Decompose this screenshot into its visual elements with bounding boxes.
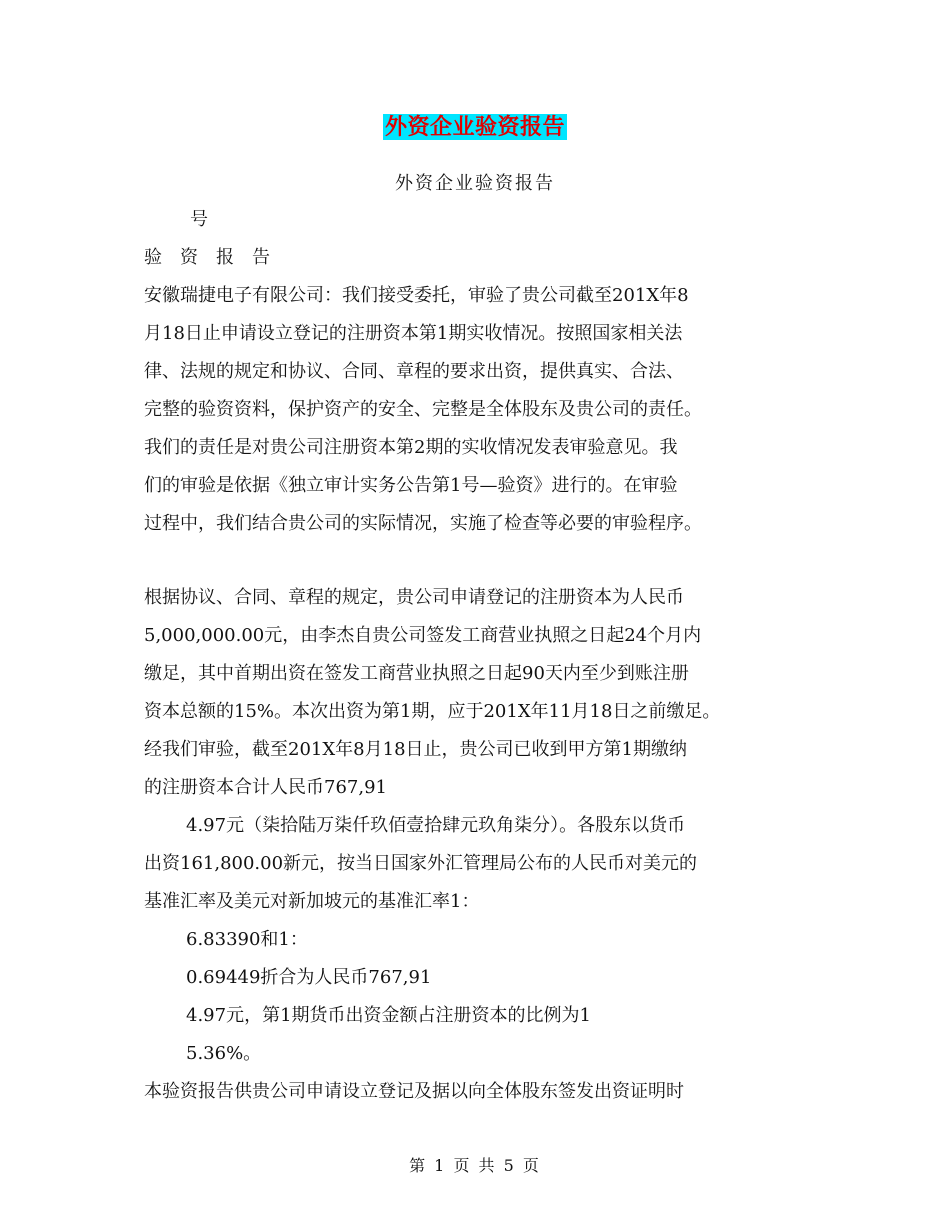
paragraph-line: 4.97元（柒拾陆万柒仟玖佰壹拾肆元玖角柒分）。各股东以货币 bbox=[186, 815, 686, 836]
paragraph-line: 6.83390和1： bbox=[186, 929, 308, 950]
paragraph-line: 经我们审验，截至201X年8月18日止，贵公司已收到甲方第1期缴纳 bbox=[144, 739, 687, 760]
report-heading: 验 资 报 告 bbox=[144, 247, 270, 268]
document-title bbox=[0, 112, 950, 142]
paragraph-line: 完整的验资资料，保护资产的安全、完整是全体股东及贵公司的责任。 bbox=[144, 399, 702, 420]
paragraph-line: 们的审验是依据《独立审计实务公告第1号—验资》进行的。在审验 bbox=[144, 475, 678, 496]
paragraph-line: 律、法规的规定和协议、合同、章程的要求出资，提供真实、合法、 bbox=[144, 361, 684, 382]
report-number-label: 号 bbox=[190, 209, 208, 230]
paragraph-line: 根据协议、合同、章程的规定，贵公司申请登记的注册资本为人民币 bbox=[144, 587, 684, 608]
paragraph-line: 的注册资本合计人民币767,91 bbox=[144, 777, 387, 798]
paragraph-line: 缴足，其中首期出资在签发工商营业执照之日起90天内至少到账注册 bbox=[144, 663, 689, 684]
paragraph-line: 5,000,000.00元，由李杰自贵公司签发工商营业执照之日起24个月内 bbox=[144, 625, 702, 646]
paragraph-line: 我们的责任是对贵公司注册资本第2期的实收情况发表审验意见。我 bbox=[144, 437, 678, 458]
paragraph-line: 安徽瑞捷电子有限公司：我们接受委托，审验了贵公司截至201X年8 bbox=[144, 285, 689, 306]
paragraph-line: 4.97元，第1期货币出资金额占注册资本的比例为1 bbox=[186, 1005, 591, 1026]
paragraph-line: 资本总额的15%。本次出资为第1期，应于201X年11月18日之前缴足。 bbox=[144, 701, 721, 722]
highlighted-title-text: 外资企业验资报告 bbox=[384, 114, 565, 140]
document-subtitle: 外资企业验资报告 bbox=[395, 173, 555, 194]
paragraph-line: 5.36%。 bbox=[186, 1043, 262, 1064]
paragraph-line: 0.69449折合为人民币767,91 bbox=[186, 967, 432, 988]
page-footer: 第 1 页 共 5 页 bbox=[409, 1156, 541, 1175]
paragraph-line: 过程中，我们结合贵公司的实际情况，实施了检查等必要的审验程序。 bbox=[144, 513, 702, 534]
paragraph-line: 本验资报告供贵公司申请设立登记及据以向全体股东签发出资证明时 bbox=[144, 1081, 684, 1102]
paragraph-line: 基准汇率及美元对新加坡元的基准汇率1： bbox=[144, 891, 480, 912]
paragraph-line: 月18日止申请设立登记的注册资本第1期实收情况。按照国家相关法 bbox=[144, 323, 683, 344]
paragraph-line: 出资161,800.00新元，按当日国家外汇管理局公布的人民币对美元的 bbox=[144, 853, 698, 874]
